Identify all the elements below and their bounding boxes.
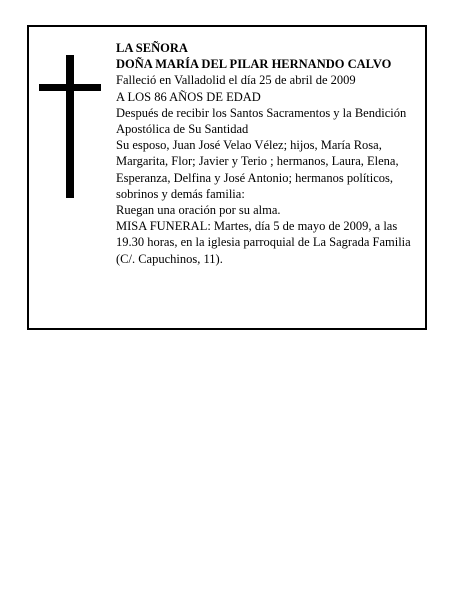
title-line: LA SEÑORA: [116, 41, 188, 55]
cross-vertical-bar: [66, 55, 74, 198]
funeral-paragraph: MISA FUNERAL: Martes, día 5 de mayo de 2009, a las 19.30 horas, en la iglesia parroquial de La Sagrada Familia (C/. Capuchinos, 11).: [116, 219, 411, 266]
latin-cross-icon: [39, 55, 101, 200]
notice-text: [116, 40, 426, 267]
prayer-line: Ruegan una oración por su alma.: [116, 203, 281, 218]
cross-horizontal-bar: [39, 84, 101, 91]
deceased-name: DOÑA MARÍA DEL PILAR HERNANDO CALVO: [116, 57, 392, 72]
obituary-notice: [27, 25, 427, 330]
sacraments-paragraph: Después de recibir los Santos Sacramentos y la Bendición Apostólica de Su Santidad: [116, 105, 407, 137]
age-line: A LOS 86 AÑOS DE EDAD: [116, 89, 261, 104]
family-paragraph: Su esposo, Juan José Velao Vélez; hijos, María Rosa, Margarita, Flor; Javier y Terio ; hermanos, Laura, Elena, Esperanza, Delfina y José Antonio; hermanos políticos, sobrinos y demás familia:: [116, 138, 399, 201]
death-line: Falleció en Valladolid el día 25 de abril de 2009: [116, 73, 356, 88]
